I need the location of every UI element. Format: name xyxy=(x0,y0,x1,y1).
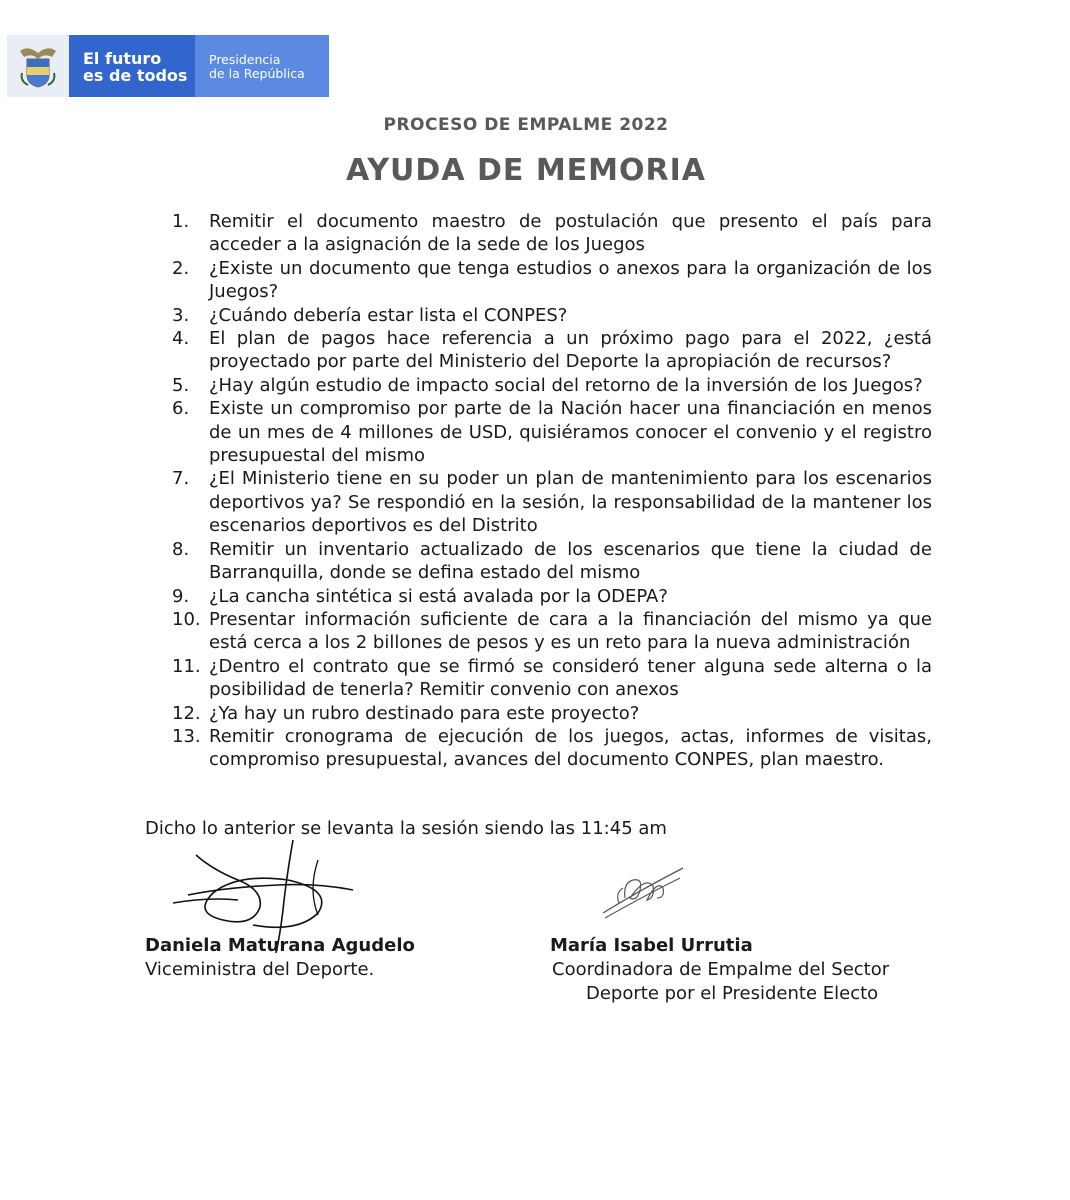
logo-slogan xyxy=(69,35,195,97)
coat-of-arms-icon xyxy=(7,35,69,97)
document-title: AYUDA DE MEMORIA xyxy=(345,153,707,188)
list-item xyxy=(172,374,932,397)
signer-left-role: Viceministra del Deporte. xyxy=(145,959,375,980)
list-item xyxy=(172,538,932,585)
item-text: ¿La cancha sintética si está avalada por la ODEPA? xyxy=(209,585,668,607)
item-number: 6. xyxy=(172,398,190,420)
list-item xyxy=(172,702,932,725)
list-item xyxy=(172,397,932,467)
item-number: 9. xyxy=(172,585,190,607)
item-text: Remitir el documento maestro de postulación que presento el país para acceder a la asignación de la sede de los Juegos xyxy=(209,211,932,256)
item-number: 12. xyxy=(172,702,201,724)
item-text: Remitir un inventario actualizado de los escenarios que tiene la ciudad de Barranquilla, donde se defina estado del mismo xyxy=(209,538,932,584)
item-text: El plan de pagos hace referencia a un próximo pago para el 2022, ¿está proyectado por parte del Ministerio del Deporte la apropiación de recursos? xyxy=(209,328,932,373)
closing-statement: Dicho lo anterior se levanta la sesión siendo las 11:45 am xyxy=(145,818,667,839)
list-item xyxy=(172,304,932,327)
list-item xyxy=(172,585,932,608)
item-number: 4. xyxy=(172,328,190,350)
item-number: 8. xyxy=(172,538,190,560)
numbered-list xyxy=(172,210,932,772)
logo-presidency-line1: Presidencia xyxy=(209,52,281,67)
item-text: Presentar información suficiente de cara a la financiación del mismo ya que está cerca a los 2 billones de pesos y es un reto para la nueva administración xyxy=(209,608,932,654)
item-text: ¿Cuándo debería estar lista el CONPES? xyxy=(209,304,568,326)
list-item xyxy=(172,655,932,702)
document-subtitle: PROCESO DE EMPALME 2022 xyxy=(383,115,669,135)
logo-slogan-line2: es de todos xyxy=(83,66,188,85)
list-item xyxy=(172,608,932,655)
item-text: Existe un compromiso por parte de la Nación hacer una financiación en menos de un mes de 4 millones de USD, quisiéramos conocer el convenio y el registro presupuestal del mismo xyxy=(209,398,932,467)
item-number: 13. xyxy=(172,725,201,747)
list-item xyxy=(172,327,932,374)
signer-right-role-line1: Coordinadora de Empalme del Sector xyxy=(552,959,890,980)
signer-right-role-line2: Deporte por el Presidente Electo xyxy=(586,983,879,1004)
signer-right-name: María Isabel Urrutia xyxy=(550,935,753,956)
item-text: ¿Ya hay un rubro destinado para este proyecto? xyxy=(209,702,640,724)
list-item xyxy=(172,257,932,304)
logo-presidency-line2: de la República xyxy=(209,66,305,81)
signer-left-name: Daniela Maturana Agudelo xyxy=(145,935,415,956)
item-text: ¿Dentro el contrato que se firmó se consideró tener alguna sede alterna o la posibilidad de tenerla? Remitir convenio con anexos xyxy=(209,655,932,701)
item-number: 10. xyxy=(172,608,201,630)
list-item xyxy=(172,467,932,537)
item-text: ¿Hay algún estudio de impacto social del retorno de la inversión de los Juegos? xyxy=(209,374,923,396)
item-text: ¿El Ministerio tiene en su poder un plan de mantenimiento para los escenarios deportivos ya? Se respondió en la sesión, la responsabilidad de la mantener los escenarios deportivos es del Distrito xyxy=(209,468,932,537)
item-text: Remitir cronograma de ejecución de los juegos, actas, informes de visitas, compromiso presupuestal, avances del documento CONPES, plan maestro. xyxy=(209,725,932,771)
signature-right-icon xyxy=(595,858,690,923)
logo-presidency xyxy=(195,35,329,97)
list-item xyxy=(172,210,932,257)
item-number: 3. xyxy=(172,304,190,326)
logo-slogan-line1: El futuro xyxy=(83,49,162,68)
item-number: 11. xyxy=(172,655,201,677)
list-item xyxy=(172,725,932,772)
item-number: 1. xyxy=(172,211,190,232)
item-number: 5. xyxy=(172,374,190,396)
header-logo xyxy=(7,35,329,97)
item-number: 7. xyxy=(172,468,190,490)
item-text: ¿Existe un documento que tenga estudios o anexos para la organización de los Juegos? xyxy=(209,257,932,303)
item-number: 2. xyxy=(172,257,190,279)
